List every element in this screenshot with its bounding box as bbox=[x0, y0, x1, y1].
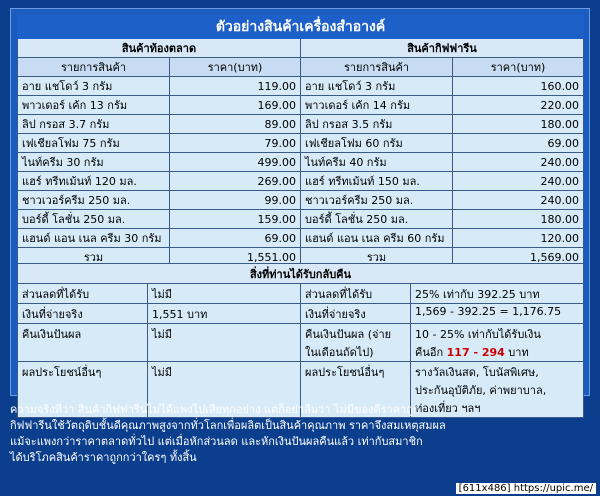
paid-giffarine: 1,569 - 392.25 = 1,176.75 bbox=[411, 304, 584, 324]
market-item: แฮร์ ทรีทเม้นท์ 120 มล. bbox=[18, 172, 170, 191]
other-giffarine-line: ประกันอุบัติภัย, ค่าพยาบาล, bbox=[415, 384, 547, 397]
discount-giffarine: 25% เท่ากับ 392.25 บาท bbox=[411, 284, 584, 304]
market-col-item: รายการสินค้า bbox=[18, 58, 170, 77]
refund-giffarine-line bbox=[415, 343, 579, 361]
table-row bbox=[18, 134, 584, 153]
image-caption: [611x486] https://upic.me/ bbox=[456, 483, 596, 494]
summary-note bbox=[10, 402, 590, 466]
market-price: 89.00 bbox=[170, 115, 301, 134]
table-row bbox=[18, 210, 584, 229]
other-giffarine-line: รางวัลเงินสด, โบนัสพิเศษ, bbox=[415, 366, 539, 379]
paid-giffarine-label: เงินที่จ่ายจริง bbox=[301, 304, 411, 324]
market-item: ชาวเวอร์ครีม 250 มล. bbox=[18, 191, 170, 210]
other-label: ผลประโยชน์อื่นๆ bbox=[18, 362, 148, 418]
discount-market: ไม่มี bbox=[148, 284, 301, 304]
refund-giffarine-label-line: คืนเงินปันผล (จ่าย bbox=[305, 328, 392, 341]
market-item: ลิป กรอส 3.7 กรัม bbox=[18, 115, 170, 134]
market-price: 69.00 bbox=[170, 229, 301, 248]
market-price: 79.00 bbox=[170, 134, 301, 153]
market-price: 169.00 bbox=[170, 96, 301, 115]
giffarine-item: ลิป กรอส 3.5 กรัม bbox=[301, 115, 453, 134]
market-total: 1,551.00 bbox=[170, 248, 301, 267]
giffarine-item: ไนท์ครีม 40 กรัม bbox=[301, 153, 453, 172]
paid-label: เงินที่จ่ายจริง bbox=[18, 304, 148, 324]
giffarine-price: 240.00 bbox=[453, 191, 584, 210]
giffarine-price: 69.00 bbox=[453, 134, 584, 153]
table-row bbox=[18, 229, 584, 248]
market-price: 119.00 bbox=[170, 77, 301, 96]
other-market: ไม่มี bbox=[148, 362, 301, 418]
note-line: ความจริงที่ว่า สินค้ากิฟฟารีนไม่ได้แพงไปเสียทุกอย่าง แต่ก็อย่าลืมว่า ไม่มีของดีราคาถูก bbox=[10, 403, 420, 416]
note-line: แม้จะแพงกว่าราคาตลาดทั่วไป แต่เมื่อหักส่วนลด และหักเงินปันผลคืนแล้ว เท่ากับสมาชิก bbox=[10, 435, 423, 448]
market-item: เฟเชียลโฟม 75 กรัม bbox=[18, 134, 170, 153]
discount-giffarine-label: ส่วนลดที่ได้รับ bbox=[301, 284, 411, 304]
table-title: ตัวอย่างสินค้าเครื่องสำอางค์ bbox=[18, 16, 584, 39]
market-price: 499.00 bbox=[170, 153, 301, 172]
refund-label: คืนเงินปันผล bbox=[18, 324, 148, 362]
table-row bbox=[18, 284, 584, 304]
refund-giffarine-line: 10 - 25% เท่ากับได้รับเงิน bbox=[415, 328, 541, 341]
refund-prefix: คืนอีก bbox=[415, 346, 447, 359]
giffarine-total: 1,569.00 bbox=[453, 248, 584, 267]
market-item: แฮนด์ แอน เนล ครีม 30 กรัม bbox=[18, 229, 170, 248]
benefits-header: สิ่งที่ท่านได้รับกลับคืน bbox=[18, 264, 584, 284]
other-giffarine-label: ผลประโยชน์อื่นๆ bbox=[301, 362, 411, 418]
giffarine-price: 240.00 bbox=[453, 153, 584, 172]
benefits-table bbox=[17, 263, 584, 418]
giffarine-item: ชาวเวอร์ครีม 250 มล. bbox=[301, 191, 453, 210]
refund-giffarine-label bbox=[301, 324, 411, 362]
table-row bbox=[18, 96, 584, 115]
market-total-label: รวม bbox=[18, 248, 170, 267]
market-header: สินค้าท้องตลาด bbox=[18, 39, 301, 58]
discount-label: ส่วนลดที่ได้รับ bbox=[18, 284, 148, 304]
refund-suffix: บาท bbox=[504, 346, 529, 359]
giffarine-item: พาวเดอร์ เค้ก 14 กรัม bbox=[301, 96, 453, 115]
table-row bbox=[18, 172, 584, 191]
table-row bbox=[18, 77, 584, 96]
giffarine-price: 240.00 bbox=[453, 172, 584, 191]
giffarine-item: แฮร์ ทรีทเม้นท์ 150 มล. bbox=[301, 172, 453, 191]
giffarine-price: 180.00 bbox=[453, 210, 584, 229]
giffarine-header: สินค้ากิฟฟารีน bbox=[301, 39, 584, 58]
market-price: 269.00 bbox=[170, 172, 301, 191]
giffarine-col-item: รายการสินค้า bbox=[301, 58, 453, 77]
note-line: กิฟฟารีนใช้วัตถุดิบชั้นดีคุณภาพสูงจากทั่วโลกเพื่อผลิตเป็นสินค้าคุณภาพ ราคาจึงสมเหตุสมผล bbox=[10, 419, 446, 432]
giffarine-item: เฟเชียลโฟม 60 กรัม bbox=[301, 134, 453, 153]
note-line: ได้บริโภคสินค้าราคาถูกกว่าใครๆ ทั้งสิ้น bbox=[10, 451, 197, 464]
refund-giffarine-label-line: ในเดือนถัดไป) bbox=[305, 346, 374, 359]
market-col-price: ราคา(บาท) bbox=[170, 58, 301, 77]
price-comparison-table bbox=[17, 15, 584, 267]
giffarine-price: 120.00 bbox=[453, 229, 584, 248]
giffarine-price: 180.00 bbox=[453, 115, 584, 134]
refund-market: ไม่มี bbox=[148, 324, 301, 362]
table-row bbox=[18, 324, 584, 362]
market-price: 159.00 bbox=[170, 210, 301, 229]
market-item: ไนท์ครีม 30 กรัม bbox=[18, 153, 170, 172]
giffarine-item: แฮนด์ แอน เนล ครีม 60 กรัม bbox=[301, 229, 453, 248]
table-row bbox=[18, 153, 584, 172]
refund-giffarine bbox=[411, 324, 584, 362]
giffarine-price: 220.00 bbox=[453, 96, 584, 115]
giffarine-col-price: ราคา(บาท) bbox=[453, 58, 584, 77]
market-item: พาวเดอร์ เค้ก 13 กรัม bbox=[18, 96, 170, 115]
market-price: 99.00 bbox=[170, 191, 301, 210]
giffarine-total-label: รวม bbox=[301, 248, 453, 267]
market-item: บอร์ดี้ โลชั่น 250 มล. bbox=[18, 210, 170, 229]
refund-amount: 117 - 294 bbox=[446, 346, 505, 359]
giffarine-item: อาย แชโดว์ 3 กรัม bbox=[301, 77, 453, 96]
other-giffarine-line: ท่องเที่ยว ฯลฯ bbox=[415, 402, 481, 415]
giffarine-item: บอร์ดี้ โลชั่น 250 มล. bbox=[301, 210, 453, 229]
table-row bbox=[18, 304, 584, 324]
giffarine-price: 160.00 bbox=[453, 77, 584, 96]
paid-market: 1,551 บาท bbox=[148, 304, 301, 324]
table-row bbox=[18, 191, 584, 210]
market-item: อาย แชโดว์ 3 กรัม bbox=[18, 77, 170, 96]
table-row bbox=[18, 115, 584, 134]
